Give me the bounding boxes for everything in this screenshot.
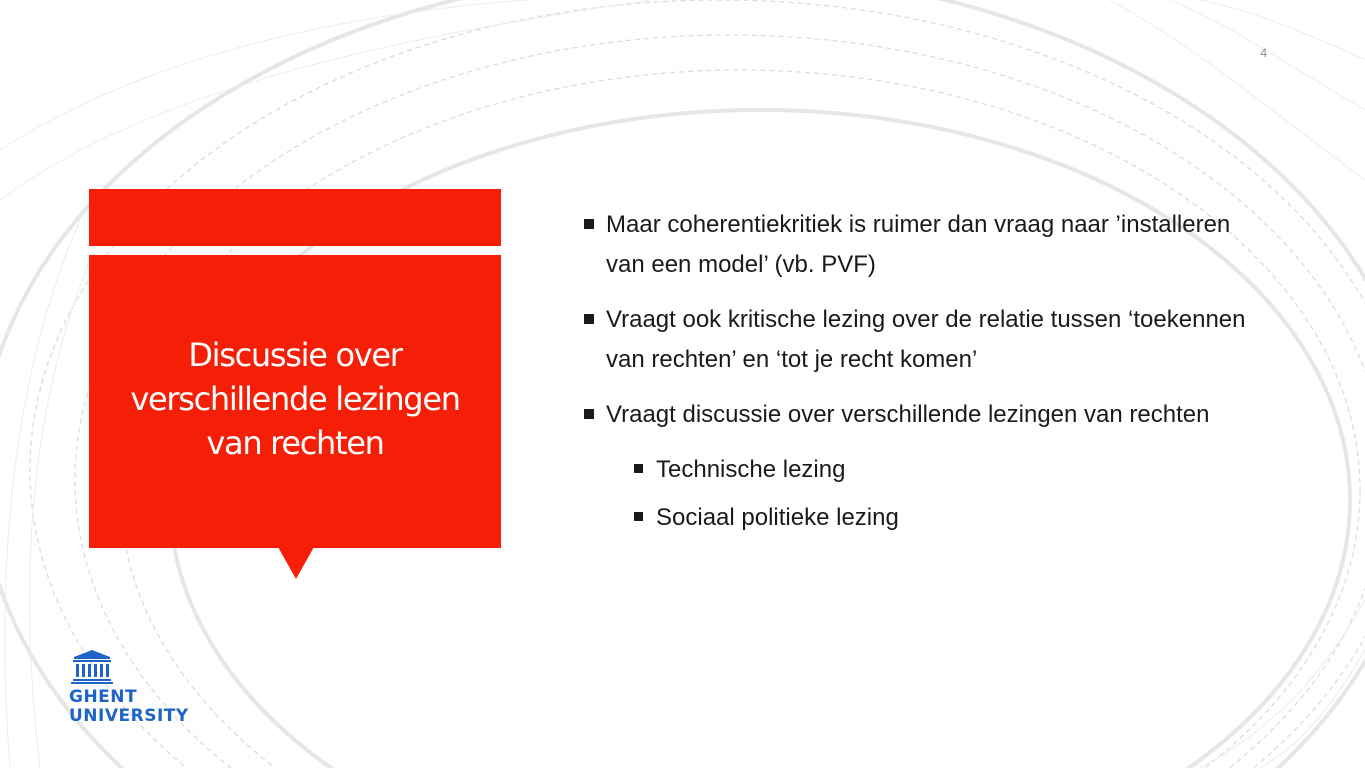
title-accent-band [89,189,501,246]
square-bullet-icon [584,219,594,229]
logo-text-line2: UNIVERSITY [69,706,189,726]
bullet-item [584,300,1264,380]
sub-bullet-text: Sociaal politieke lezing [656,504,899,531]
title-pointer [278,547,314,579]
logo-text-line1: GHENT [69,687,138,707]
slide-title [89,333,501,465]
square-bullet-icon [584,409,594,419]
bullet-text: Vraagt ook kritische lezing over de relatie tussen ‘toekennen van rechten’ en ‘tot je recht komen’ [606,306,1246,373]
sub-bullet-item [584,450,1264,490]
bullet-item [584,205,1264,285]
title-line: verschillende lezingen [130,380,460,418]
square-bullet-icon [634,512,643,521]
bullet-text: Maar coherentiekritiek is ruimer dan vraag naar ’installeren van een model’ (vb. PVF) [606,211,1231,278]
sub-bullet-text: Technische lezing [656,456,846,483]
title-line: Discussie over [188,336,402,374]
square-bullet-icon [634,464,643,473]
ghent-university-logo [69,649,189,737]
bullet-text: Vraagt discussie over verschillende lezingen van rechten [606,401,1210,428]
slide-number: 4 [1260,46,1267,60]
university-building-icon [70,649,114,685]
bullet-list [584,205,1264,546]
sub-bullet-item [584,498,1264,538]
title-line: van rechten [206,424,384,462]
square-bullet-icon [584,314,594,324]
bullet-item [584,395,1264,435]
